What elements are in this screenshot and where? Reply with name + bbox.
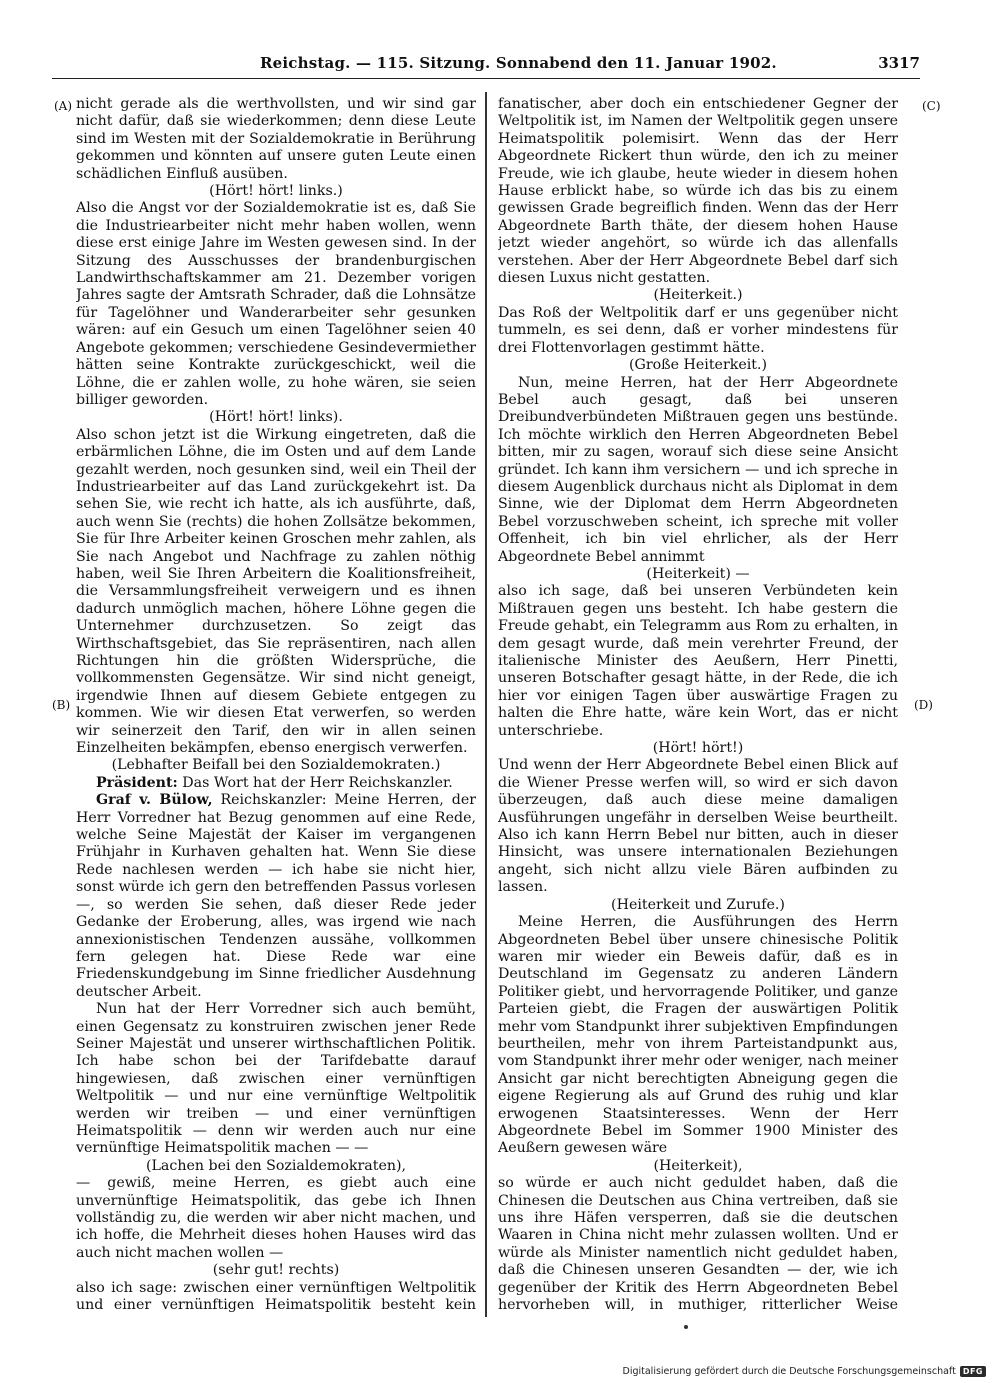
page-header [52,54,920,76]
paragraph: Meine Herren, die Ausführungen des Herrn Abgeordneten Bebel über unsere chinesische Politik waren mir wieder ein Beweis dafür, daß es in Deutschland im Gegensatz zu anderen Ländern Politiker giebt, und hervorragende Politiker, und ganze Parteien giebt, die Fragen der auswärtigen Politik mehr vom Standpunkt ihrer subjektiven Empfindungen beurtheilen, mehr von ihrem Parteistandpunkt aus, vom Standpunkt ihrer mehr oder weniger, nach meiner Ansicht gar nicht berechtigten Abneigung gegen die eigene Regierung als auf Grund des ruhig und klar erwogenen Staatsinteresses. Wenn der Herr Abgeordnete Bebel im Sommer 1900 Minister des Aeußern gewesen wäre [498,914,898,1157]
stage-direction: (Heiterkeit.) [653,287,743,304]
speaker-paragraph [76,792,476,1001]
column-divider [485,92,487,1317]
paragraph: also ich sage, daß bei unseren Verbündeten kein Mißtrauen gegen uns besteht. Ich habe gestern die Freude gehabt, ein Telegramm aus Rom zu erhalten, in dem gesagt wurde, daß mein verehrter Freund, der italienische Minister des Aeußern, Herr Pinetti, unseren Botschafter gesagt hätte, in der Rede, die ich hier vor einigen Tagen über auswärtige Fragen zu halten die Ehre hatte, wäre kein Wort, das er nicht unterschriebe. [498,583,898,739]
left-column [76,96,476,1314]
stage-direction: (Hört! hört!) [652,740,744,757]
paragraph: Also die Angst vor der Sozialdemokratie ist es, daß Sie die Industriearbeiter nicht mehr haben wollen, wenn diese erst einige Jahre im Westen gewesen sind. In der Sitzung des Ausschusses der brandenburgischen Landwirthschaftskammer am 21. Dezember vorigen Jahres sagte der Amtsrath Schrader, daß die Lohnsätze für Tagelöhner und Wanderarbeiter sehr gesunken wären: auf ein Gesuch um einen Tagelöhner seien 40 Angebote gekommen; verschiedene Gesindevermiether hätten seine Kontrakte zurückgeschickt, weil die Löhne, die er zahlen wolle, zu hohe wären, sie seien billiger geworden. [76,200,476,408]
paragraph: Und wenn der Herr Abgeordnete Bebel einen Blick auf die Wiener Presse werfen will, so wird er sich davon überzeugen, daß auch diese meine damaligen Ausführungen ungefähr in derselben Weise beurtheilt. Also ich kann Herrn Bebel nur bitten, auch in dieser Hinsicht, was unsere internationalen Beziehungen angeht, sich nicht allzu viele Bären aufbinden zu lassen. [498,757,898,896]
paragraph: also ich sage: zwischen einer vernünftigen Weltpolitik und einer vernünftigen Heimatspolitik besteht kein [76,1279,476,1314]
right-column [498,96,898,1314]
paragraph: Nun, meine Herren, hat der Herr Abgeordnete Bebel auch gesagt, daß bei unseren Dreibundverbündeten Mißtrauen gegen uns bestünde. Ich möchte wirklich den Herren Abgeordneten Bebel bitten, mir zu sagen, worauf sich diese seine Ansicht gründet. Ich kann ihm versichern — und ich spreche in diesem Augenblick durchaus nicht als Diplomat in dem Sinne, wie der Diplomat dem Herrn Abgeordneten Bebel vorzuschweben scheint, ich spreche mit voller Offenheit, ich bin viel ehrlicher, als der Herr Abgeordnete Bebel annimmt [498,374,898,565]
speech-text: Reichskanzler: Meine Herren, der Herr Vorredner hat Bezug genommen auf eine Rede, welche Seine Majestät der Kaiser im vergangenen Frühjahr in Kurhaven gehalten hat. Wenn Sie diese Rede nachlesen werden — ich habe sie nicht hier, sonst würde ich gern den betreffenden Passus vorlesen —, so werden Sie sehen, daß dieser Rede jeder Gedanke der Eroberung, alles, was irgend wie nach annexionistischen Tendenzen aussähe, vollkommen fern gelegen hat. Diese Rede war eine Friedenskundgebung im Sinne friedlicher Ausdehnung deutscher Arbeit. [76,792,476,1000]
margin-marker-d: (D) [914,698,933,712]
margin-marker-b: (B) [52,698,71,712]
margin-marker-a: (A) [54,99,73,113]
paragraph: Das Roß der Weltpolitik darf er uns gegenüber nicht tummeln, es sei denn, daß er vorher mindestens für drei Flottenvorlagen gestimmt hätte. [498,304,898,356]
stage-direction: (Heiterkeit), [653,1157,743,1174]
stage-direction: (Hört! hört! links.) [209,183,343,200]
footer-text: Digitalisierung gefördert durch die Deutsche Forschungsgemeinschaft [622,1366,956,1377]
speech-text: Das Wort hat der Herr Reichskanzler. [177,774,453,791]
margin-marker-c: (C) [922,99,941,113]
speaker-paragraph [76,775,476,792]
stage-direction: (Lebhafter Beifall bei den Sozialdemokraten.) [111,757,441,774]
stage-direction: (Hört! hört! links). [209,409,343,426]
bottom-dot [684,1325,688,1329]
paragraph: so würde er auch nicht geduldet haben, daß die Chinesen die Deutschen aus China vertreiben, daß sie uns ihre Häfen versperren, daß sie die deutschen Waaren in China nicht mehr zulassen wollten. Und er würde als Minister namentlich nicht geduldet haben, daß die Chinesen unseren Gesandten — der, wie ich gegenüber der Kritik des Herrn Abgeordneten Bebel hervorheben will, in muthiger, ritterlicher Weise [498,1175,898,1314]
header-rule [52,78,920,79]
stage-direction: (sehr gut! rechts) [212,1262,340,1279]
footer [623,1366,986,1377]
paragraph: nicht gerade als die werthvollsten, und wir sind gar nicht dafür, daß sie wiederkommen; denn diese Leute sind im Westen mit der Sozialdemokratie in Berührung gekommen und könnten auf unsere guten Leute einen schädlichen Einfluß ausüben. [76,96,476,182]
header-title: Reichstag. — 115. Sitzung. Sonnabend den 11. Januar 1902. [260,54,777,72]
paragraph: Also schon jetzt ist die Wirkung eingetreten, daß die erbärmlichen Löhne, die im Osten und auf dem Lande gezahlt werden, noch gesunken sind, weil ein Theil der Industriearbeiter auf das Land zurückgekehrt ist. Da sehen Sie, wie recht ich hatte, als ich ausführte, daß, auch wenn Sie (rechts) die hohen Zollsätze bekommen, Sie für Ihre Arbeiter keinen Groschen mehr zahlen, als Sie nach Angebot und Nachfrage zu zahlen nöthig haben, weil Sie Ihren Arbeitern die Koalitionsfreiheit, die Versammlungsfreiheit verweigern und es ihnen dadurch unmöglich machen, höhere Löhne gegen die Unternehmer durchzusetzen. So zeigt das Wirthschaftsgebiet, das Sie repräsentiren, nach allen Richtungen hin die größten Widersprüche, die vollkommensten Gegensätze. Wir sind nicht geneigt, irgendwie Ihnen auf diesem Gebiete entgegen zu kommen. Wie wir diesen Etat verwerfen, so werden wir seinerzeit den Tarif, den wir in allen seinen Einzelheiten bekämpfen, ebenso energisch verwerfen. [76,426,476,757]
stage-direction: (Lachen bei den Sozialdemokraten), [145,1157,407,1174]
stage-direction: (Heiterkeit) — [646,565,750,582]
paragraph: fanatischer, aber doch ein entschiedener Gegner der Weltpolitik ist, im Namen der Weltpolitik gegen unsere Heimatspolitik polemisirt. Wenn das der Herr Abgeordnete Rickert thun würde, den ich zu meiner Freude, wie ich glaube, heute wieder in diesem hohen Hause erblickt habe, so würde ich das bis zu einem gewissen Grade begreiflich finden. Wenn das der Herr Abgeordnete Barth thäte, der diesem hohen Hause jetzt wieder angehört, so würde ich das allenfalls verstehen. Aber der Herr Abgeordnete Bebel darf sich diesen Luxus nicht gestatten. [498,96,898,287]
page-number: 3317 [878,54,920,72]
paragraph: — gewiß, meine Herren, es giebt auch eine unvernünftige Heimatspolitik, das gebe ich Ihnen vollständig zu, die werden wir aber nicht machen, und ich hoffe, die Mehrheit dieses hohen Hauses wird das auch nicht machen wollen — [76,1175,476,1261]
dfg-logo-icon: DFG [960,1366,986,1377]
paragraph: Nun hat der Herr Vorredner sich auch bemüht, einen Gegensatz zu konstruiren zwischen jener Rede Seiner Majestät und unserer wirthschaftlichen Politik. Ich habe schon bei der Tarifdebatte darauf hingewiesen, daß zwischen einer vernünftigen Weltpolitik — und nur eine vernünftige Weltpolitik werden wir treiben — und einer vernünftigen Heimatspolitik — denn wir werden auch nur eine vernünftige Heimatspolitik machen — — [76,1001,476,1157]
speaker-name: Graf v. Bülow, [96,792,213,809]
stage-direction: (Große Heiterkeit.) [628,357,768,374]
speaker-name: Präsident: [96,774,178,791]
stage-direction: (Heiterkeit und Zurufe.) [611,896,785,913]
